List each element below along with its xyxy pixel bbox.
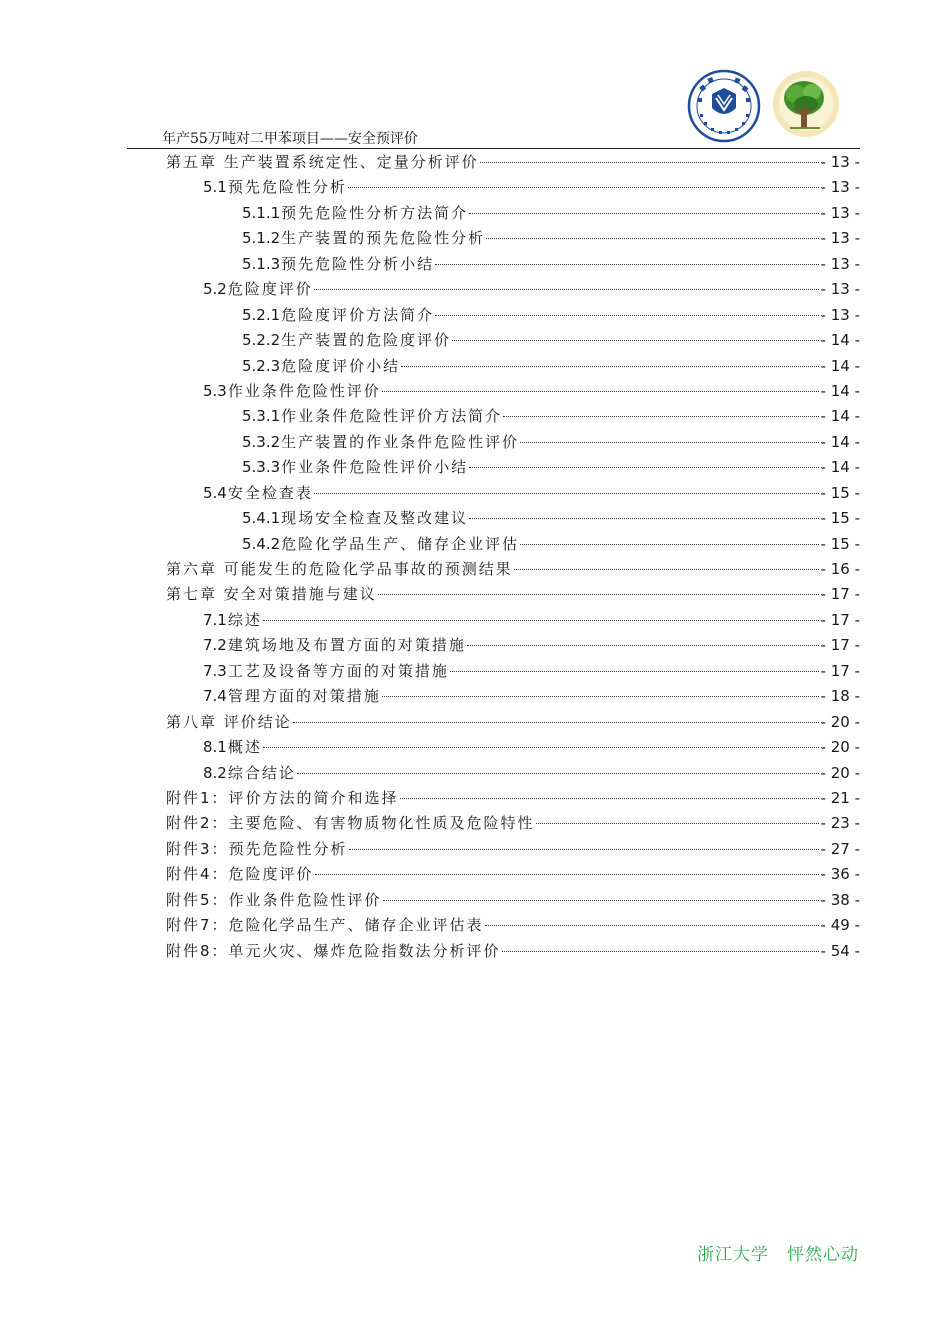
toc-entry-title <box>203 633 466 658</box>
toc-page-number: - 20 - <box>820 738 860 757</box>
toc-entry[interactable] <box>166 455 860 480</box>
toc-entry-label: 作业条件危险性评价 <box>227 381 381 400</box>
toc-entry-label: 附件5：作业条件危险性评价 <box>166 890 382 909</box>
toc-dot-leader <box>401 366 818 367</box>
toc-page-number: - 13 - <box>820 254 860 273</box>
toc-entry[interactable] <box>166 862 860 887</box>
toc-entry-number: 8.1 <box>203 738 227 757</box>
toc-page-number: - 14 - <box>820 458 860 477</box>
toc-entry-label: 第七章 安全对策措施与建议 <box>166 585 377 604</box>
toc-dot-leader <box>514 569 819 570</box>
toc-entry-number: 8.2 <box>203 763 227 782</box>
toc-entry-label: 第六章 可能发生的危险化学品事故的预测结果 <box>166 560 513 578</box>
table-of-contents <box>166 150 860 964</box>
toc-entry-label: 现场安全检查及整改建议 <box>281 509 469 528</box>
toc-dot-leader <box>314 493 819 494</box>
toc-entry[interactable] <box>166 532 860 557</box>
toc-page-number: - 49 - <box>820 916 860 935</box>
toc-entry[interactable] <box>166 633 860 658</box>
toc-entry-label: 安全检查表 <box>227 483 313 502</box>
toc-entry-title <box>166 913 484 938</box>
toc-entry[interactable] <box>166 659 860 684</box>
toc-entry-number: 5.1 <box>203 178 227 197</box>
footer-tagline: 浙江大学 怦然心动 <box>697 1245 859 1265</box>
toc-entry[interactable] <box>166 379 860 404</box>
toc-page-number: - 13 - <box>820 178 860 197</box>
toc-entry-label: 生产装置的危险度评价 <box>281 331 452 350</box>
toc-entry-number: 7.3 <box>203 661 227 680</box>
toc-entry[interactable] <box>166 481 860 506</box>
toc-dot-leader <box>435 264 818 265</box>
toc-entry[interactable] <box>166 684 860 709</box>
toc-dot-leader <box>382 391 819 392</box>
toc-entry-number: 7.2 <box>203 636 227 655</box>
toc-entry-title <box>242 354 400 379</box>
toc-entry-label: 综述 <box>227 610 262 629</box>
toc-entry-label: 建筑场地及布置方面的对策措施 <box>227 636 466 655</box>
toc-page-number: - 13 - <box>820 305 860 324</box>
toc-entry-title <box>203 175 347 200</box>
toc-entry-label: 附件8：单元火灾、爆炸危险指数法分析评价 <box>166 941 501 960</box>
toc-dot-leader <box>314 289 819 290</box>
toc-page-number: - 17 - <box>820 661 860 680</box>
toc-entry-number: 5.3.1 <box>242 407 281 426</box>
toc-entry[interactable] <box>166 608 860 633</box>
toc-entry-title <box>203 379 381 404</box>
toc-entry-title <box>166 837 348 862</box>
toc-dot-leader <box>467 645 819 646</box>
toc-entry-title <box>242 303 434 328</box>
toc-entry-label: 附件4：危险度评价 <box>166 865 314 884</box>
toc-dot-leader <box>297 773 819 774</box>
toc-dot-leader <box>485 925 819 926</box>
toc-entry-number: 7.4 <box>203 687 227 706</box>
toc-entry-label: 第五章 生产装置系统定性、定量分析评价 <box>166 153 479 171</box>
toc-entry-label: 作业条件危险性评价方法简介 <box>281 407 503 426</box>
toc-entry[interactable] <box>166 735 860 760</box>
toc-entry-number: 5.3.3 <box>242 458 281 477</box>
toc-entry[interactable] <box>166 175 860 200</box>
toc-entry[interactable] <box>166 201 860 226</box>
toc-entry-label: 预先危险性分析 <box>227 178 347 197</box>
toc-dot-leader <box>382 696 819 697</box>
toc-entry-label: 概述 <box>227 738 262 757</box>
toc-entry[interactable] <box>166 786 860 811</box>
toc-entry-number: 5.4.1 <box>242 509 281 528</box>
toc-entry-title <box>242 404 502 429</box>
toc-page-number: - 14 - <box>820 381 860 400</box>
toc-entry-number: 7.1 <box>203 610 227 629</box>
toc-entry-label: 危险度评价小结 <box>281 356 401 375</box>
toc-entry-title <box>242 328 451 353</box>
toc-entry-label: 预先危险性分析方法简介 <box>281 203 469 222</box>
toc-entry-title <box>166 811 535 836</box>
toc-page-number: - 16 - <box>820 560 860 578</box>
toc-page-number: - 13 - <box>820 229 860 248</box>
toc-entry-label: 危险度评价 <box>227 280 313 299</box>
toc-page-number: - 17 - <box>820 610 860 629</box>
toc-page-number: - 13 - <box>820 280 860 299</box>
toc-entry-title <box>166 710 292 735</box>
toc-dot-leader <box>469 213 818 214</box>
toc-entry-number: 5.2.1 <box>242 305 281 324</box>
toc-entry[interactable] <box>166 710 860 735</box>
toc-dot-leader <box>536 823 819 824</box>
toc-page-number: - 14 - <box>820 432 860 451</box>
toc-dot-leader <box>520 544 818 545</box>
toc-entry-title <box>242 455 468 480</box>
toc-entry-title <box>203 659 449 684</box>
flipped-tree-logo <box>768 68 842 140</box>
toc-entry-label: 预先危险性分析小结 <box>281 254 435 273</box>
toc-dot-leader <box>348 187 819 188</box>
toc-entry-label: 生产装置的预先危险性分析 <box>281 229 486 248</box>
toc-dot-leader <box>435 315 818 316</box>
toc-entry[interactable] <box>166 939 860 964</box>
toc-entry-title <box>203 735 262 760</box>
toc-entry[interactable] <box>166 252 860 277</box>
toc-dot-leader <box>486 238 818 239</box>
toc-entry-title <box>166 557 513 582</box>
toc-entry-number: 5.3.2 <box>242 432 281 451</box>
toc-entry[interactable] <box>166 150 860 175</box>
toc-page-number: - 20 - <box>820 712 860 731</box>
toc-entry[interactable] <box>166 303 860 328</box>
toc-page-number: - 15 - <box>820 509 860 528</box>
toc-entry-number: 5.4 <box>203 483 227 502</box>
toc-entry-label: 第八章 评价结论 <box>166 712 292 731</box>
toc-entry-title <box>203 481 313 506</box>
toc-entry-number: 5.2 <box>203 280 227 299</box>
toc-page-number: - 13 - <box>820 203 860 222</box>
toc-entry[interactable] <box>166 557 860 582</box>
toc-entry-number: 5.1.2 <box>242 229 281 248</box>
toc-entry-number: 5.1.3 <box>242 254 281 273</box>
toc-entry-title <box>242 430 519 455</box>
toc-dot-leader <box>349 849 819 850</box>
toc-entry[interactable] <box>166 506 860 531</box>
toc-page-number: - 15 - <box>820 483 860 502</box>
toc-dot-leader <box>503 416 818 417</box>
toc-entry-number: 5.2.3 <box>242 356 281 375</box>
toc-dot-leader <box>520 442 818 443</box>
toc-page-number: - 14 - <box>820 407 860 426</box>
toc-dot-leader <box>450 671 819 672</box>
toc-dot-leader <box>480 162 819 163</box>
toc-dot-leader <box>378 594 819 595</box>
toc-page-number: - 17 - <box>820 585 860 604</box>
toc-entry-label: 危险度评价方法简介 <box>281 305 435 324</box>
toc-entry-number: 5.4.2 <box>242 534 281 553</box>
toc-entry[interactable] <box>166 277 860 302</box>
toc-entry-label: 作业条件危险性评价小结 <box>281 458 469 477</box>
document-header-title: 年产55万吨对二甲苯项目——安全预评价 <box>162 131 418 147</box>
toc-dot-leader <box>502 951 819 952</box>
toc-page-number: - 13 - <box>820 153 860 171</box>
toc-entry-label: 附件3：预先危险性分析 <box>166 839 348 858</box>
toc-entry[interactable] <box>166 582 860 607</box>
toc-dot-leader <box>400 798 819 799</box>
toc-entry-number: 5.2.2 <box>242 331 281 350</box>
toc-entry-title <box>203 684 381 709</box>
toc-entry[interactable] <box>166 430 860 455</box>
toc-page-number: - 54 - <box>820 941 860 960</box>
toc-dot-leader <box>263 747 819 748</box>
toc-entry-label: 危险化学品生产、储存企业评估 <box>281 534 520 553</box>
toc-dot-leader <box>452 340 818 341</box>
toc-dot-leader <box>315 874 819 875</box>
toc-entry[interactable] <box>166 354 860 379</box>
toc-entry[interactable] <box>166 404 860 429</box>
toc-dot-leader <box>469 518 818 519</box>
toc-entry[interactable] <box>166 837 860 862</box>
toc-page-number: - 27 - <box>820 839 860 858</box>
toc-entry-label: 附件7：危险化学品生产、储存企业评估表 <box>166 916 484 935</box>
toc-entry-title <box>203 761 296 786</box>
toc-entry-title <box>242 226 485 251</box>
toc-entry[interactable] <box>166 888 860 913</box>
toc-dot-leader <box>469 467 818 468</box>
toc-entry-number: 5.1.1 <box>242 203 281 222</box>
toc-entry-title <box>242 201 468 226</box>
toc-page-number: - 17 - <box>820 636 860 655</box>
toc-entry[interactable] <box>166 328 860 353</box>
toc-entry-number: 5.3 <box>203 381 227 400</box>
toc-entry[interactable] <box>166 811 860 836</box>
toc-entry-title <box>166 786 399 811</box>
toc-entry-label: 工艺及设备等方面的对策措施 <box>227 661 449 680</box>
toc-entry-title <box>242 532 519 557</box>
toc-entry-title <box>166 862 314 887</box>
toc-entry-title <box>166 939 501 964</box>
zju-seal-logo <box>686 68 762 144</box>
toc-entry-title <box>166 582 377 607</box>
toc-entry-label: 附件1：评价方法的简介和选择 <box>166 788 399 807</box>
toc-entry[interactable] <box>166 913 860 938</box>
toc-entry-title <box>166 150 479 175</box>
toc-dot-leader <box>383 900 819 901</box>
toc-dot-leader <box>263 620 819 621</box>
toc-entry-title <box>203 277 313 302</box>
toc-page-number: - 14 - <box>820 356 860 375</box>
toc-entry-title <box>166 888 382 913</box>
toc-page-number: - 23 - <box>820 814 860 833</box>
toc-entry-title <box>242 506 468 531</box>
toc-page-number: - 14 - <box>820 331 860 350</box>
toc-entry-label: 管理方面的对策措施 <box>227 687 381 706</box>
toc-entry-title <box>242 252 434 277</box>
toc-entry-label: 生产装置的作业条件危险性评价 <box>281 432 520 451</box>
toc-entry-title <box>203 608 262 633</box>
toc-page-number: - 36 - <box>820 865 860 884</box>
toc-entry[interactable] <box>166 226 860 251</box>
toc-dot-leader <box>293 722 819 723</box>
toc-entry-label: 综合结论 <box>227 763 296 782</box>
toc-entry[interactable] <box>166 761 860 786</box>
toc-entry-label: 附件2：主要危险、有害物质物化性质及危险特性 <box>166 814 535 833</box>
toc-page-number: - 18 - <box>820 687 860 706</box>
toc-page-number: - 15 - <box>820 534 860 553</box>
toc-page-number: - 20 - <box>820 763 860 782</box>
toc-page-number: - 21 - <box>820 788 860 807</box>
header-divider <box>127 148 860 149</box>
toc-page-number: - 38 - <box>820 890 860 909</box>
